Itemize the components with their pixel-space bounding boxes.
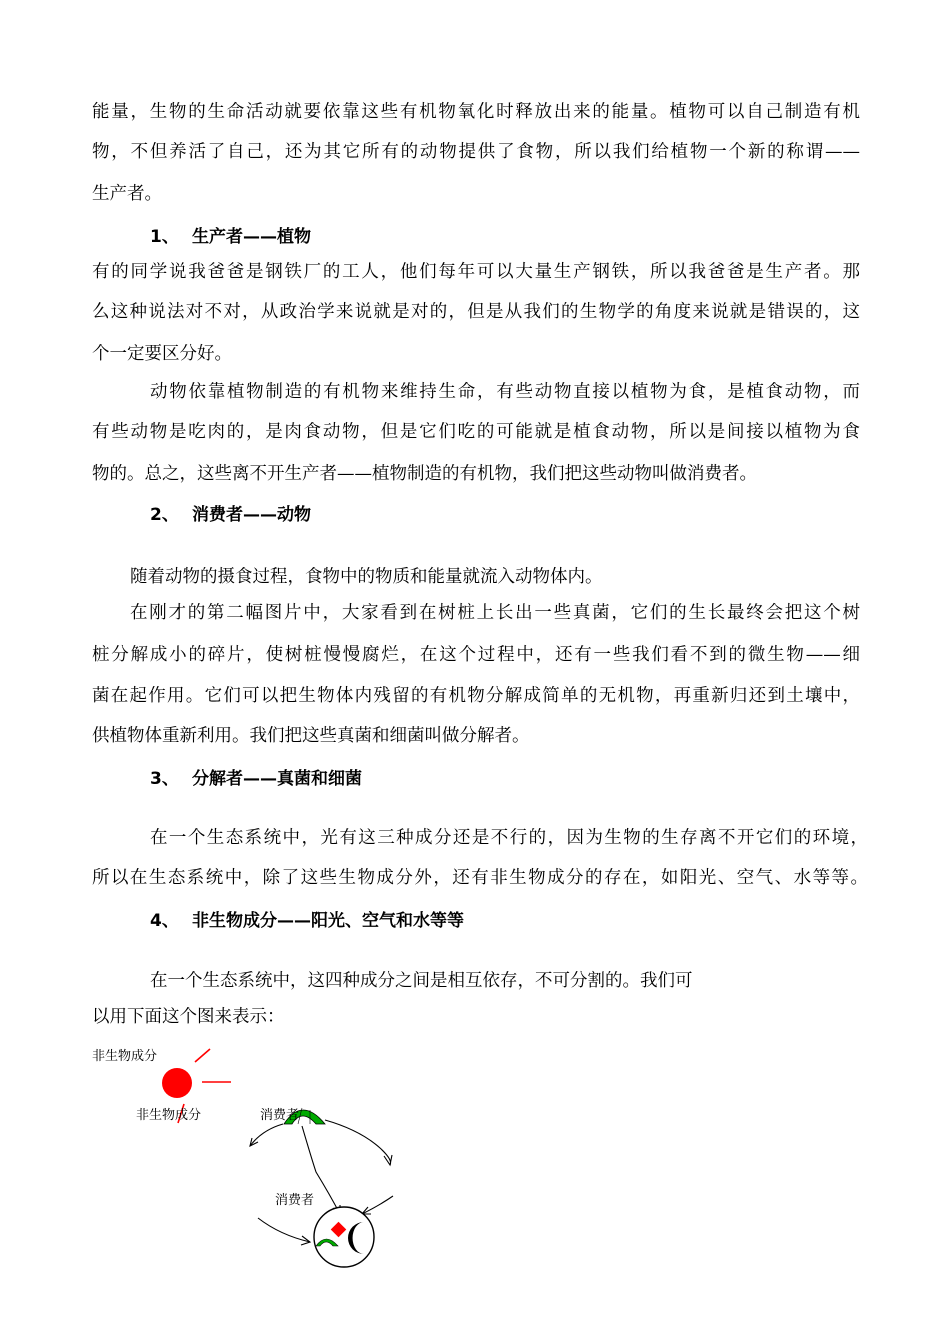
- paragraph-6-line-1: 在一个生态系统中，光有这三种成分还是不行的，因为生物的生存离不开它们的环境，: [150, 828, 868, 848]
- paragraph-7-line-2: 以用下面这个图来表示：: [92, 1007, 285, 1027]
- paragraph-2-line-3: 个一定要区分好。: [92, 344, 232, 364]
- paragraph-7-line-1: 在一个生态系统中，这四种成分之间是相互依存，不可分割的。我们可: [150, 971, 693, 991]
- sun-icon: [162, 1068, 192, 1098]
- paragraph-3-line-1: 动物依靠植物制造的有机物来维持生命，有些动物直接以植物为食，是植食动物，而: [150, 382, 860, 402]
- label-consumer-top: 消费者: [260, 1108, 300, 1123]
- heading-number: 1、: [150, 227, 179, 247]
- heading-number: 4、: [150, 911, 179, 931]
- heading-text: 生产者——植物: [192, 227, 311, 247]
- paragraph-3-line-3: 物的。总之，这些离不开生产者——植物制造的有机物，我们把这些动物叫做消费者。: [92, 464, 757, 484]
- paragraph-5-line-1: 在刚才的第二幅图片中，大家看到在树桩上长出一些真菌，它们的生长最终会把这个树: [130, 603, 860, 623]
- paragraph-3-line-2: 有些动物是吃肉的，是肉食动物，但是它们吃的可能就是植食动物，所以是间接以植物为食: [92, 422, 860, 442]
- label-nonliving-bottom: 非生物成分: [136, 1108, 202, 1123]
- heading-number: 2、: [150, 505, 179, 525]
- heading-text: 分解者——真菌和细菌: [192, 769, 362, 789]
- decomposer-circle: [314, 1207, 374, 1267]
- paragraph-1-line-3: 生产者。: [92, 184, 162, 204]
- label-nonliving-top: 非生物成分: [92, 1049, 158, 1064]
- paragraph-2-line-2: 么这种说法对不对，从政治学来说就是对的，但是从我们的生物学的角度来说就是错误的，这: [92, 302, 860, 322]
- heading-number: 3、: [150, 769, 179, 789]
- paragraph-1-line-2: 物，不但养活了自己，还为其它所有的动物提供了食物，所以我们给植物一个新的称谓——: [92, 142, 860, 162]
- paragraph-5-line-4: 供植物体重新利用。我们把这些真菌和细菌叫做分解者。: [92, 726, 530, 746]
- paragraph-1-line-1: 能量，生物的生命活动就要依靠这些有机物氧化时释放出来的能量。植物可以自己制造有机: [92, 102, 860, 122]
- paragraph-4-line-1: 随着动物的摄食过程，食物中的物质和能量就流入动物体内。: [130, 567, 603, 587]
- paragraph-5-line-3: 菌在起作用。它们可以把生物体内残留的有机物分解成简单的无机物，再重新归还到土壤中，: [92, 686, 860, 706]
- paragraph-6-line-2: 所以在生态系统中，除了这些生物成分外，还有非生物成分的存在，如阳光、空气、水等等。: [92, 868, 868, 888]
- label-consumer-mid: 消费者: [275, 1193, 315, 1208]
- heading-text: 非生物成分——阳光、空气和水等等: [192, 911, 464, 931]
- paragraph-5-line-2: 桩分解成小的碎片，使树桩慢慢腐烂，在这个过程中，还有一些我们看不到的微生物——细: [92, 645, 860, 665]
- paragraph-2-line-1: 有的同学说我爸爸是钢铁厂的工人，他们每年可以大量生产钢铁，所以我爸爸是生产者。那: [92, 262, 860, 282]
- heading-text: 消费者——动物: [192, 505, 311, 525]
